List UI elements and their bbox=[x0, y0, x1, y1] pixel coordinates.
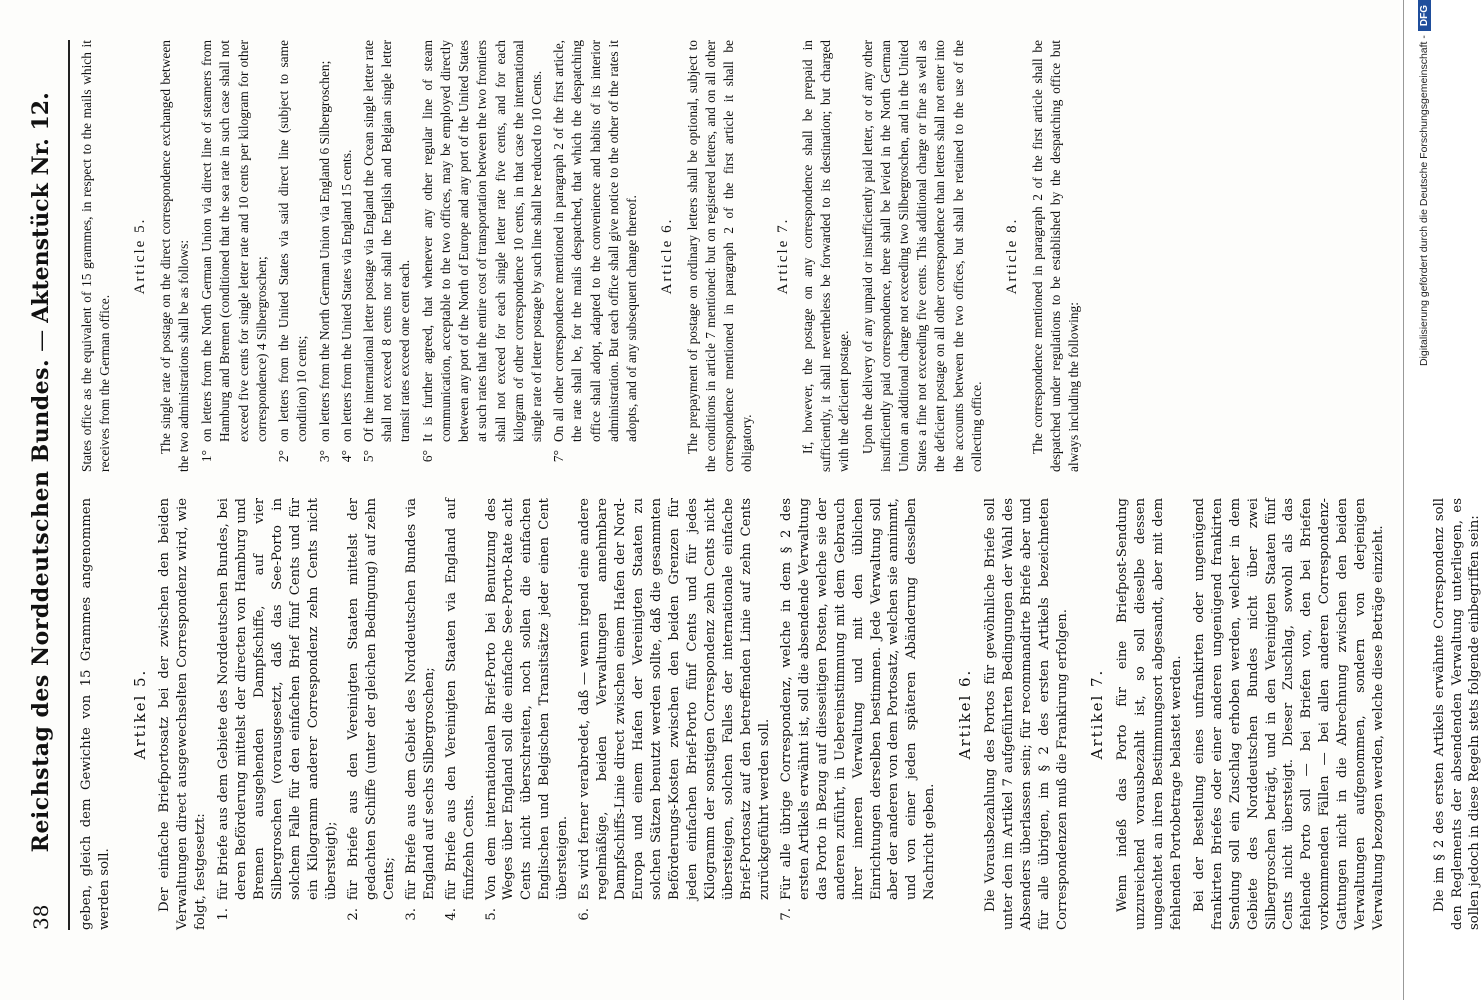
english-column bbox=[78, 40, 1388, 472]
german-article-5-item bbox=[215, 498, 341, 930]
german-article-5-item bbox=[443, 498, 479, 930]
german-article-5-item bbox=[403, 498, 439, 930]
english-article-7-heading: Article 7. bbox=[774, 217, 791, 295]
german-article-5-item bbox=[345, 498, 399, 930]
english-article-5-item bbox=[338, 40, 356, 472]
page-header bbox=[28, 40, 70, 930]
item-text: für Briefe aus dem Gebiete des Norddeutschen Bundes, bei deren Beförderung mittelst der directen von Hamburg und Bremen ausgehenden Dampfschiffe, auf vier Silbergroschen (vorausgesetzt, daß das See-Porto in solchem Falle für den einfachen Brief fünf Cents und für ein Kilogramm anderer Correspondenz zehn Cents nicht übersteigt); bbox=[216, 498, 339, 900]
page-title: Reichstag des Norddeutschen Bundes. bbox=[28, 358, 54, 853]
german-article-5-item bbox=[483, 498, 573, 930]
issue-number: Aktenstück Nr. 12. bbox=[28, 92, 54, 323]
german-article-6-text: Die Vorausbezahlung des Portos für gewöhnliche Briefe soll unter den im Artikel 7 aufgeführten Bedingungen der Wahl des Absenders überlassen sein; für recommandirte Briefe aber und für alle übrigen, im § 2 des ersten Artikels bezeichneten Correspondenzen muß die Frankirung erfolgen. bbox=[982, 498, 1070, 930]
page-number: 38 bbox=[29, 904, 53, 930]
english-article-5-lead: The single rate of postage on the direct correspondence exchanged between the two administrations shall be as follows: bbox=[157, 40, 192, 472]
german-article-5-lead: Der einfache Briefportosatz bei der zwischen den beiden Verwaltungen direct ausgewechselten Correspondenz wird, wie folgt, festgesetzt: bbox=[157, 498, 209, 930]
english-article-5-item bbox=[360, 40, 415, 472]
scan-edge-divider bbox=[1403, 0, 1404, 1000]
item-text: On all other correspondence mentioned in paragraph 2 of the first article, the rate shall be, for the mails despatched, that which the despatching office shall adopt, adapted to the convenience and habits of its interior administration. But each office shall give notice to the other of the rates it adopts, and of any subsequent change thereof. bbox=[551, 40, 640, 442]
dfg-logo-icon[interactable]: DFG bbox=[1418, 0, 1431, 31]
item-number: 1. bbox=[216, 908, 232, 921]
english-article-6-text: The prepayment of postage on ordinary letters shall be optional, subject to the conditions in article 7 mentioned: but on registered letters, and on all other correspondence mentioned in paragraph 2 of the first article it shall be obligatory. bbox=[684, 40, 755, 472]
item-text: on letters from the North German Union via England 6 Silbergroschen; bbox=[316, 60, 332, 442]
item-number: 3° bbox=[316, 450, 332, 463]
german-article-6-heading: Artikel 6. bbox=[956, 668, 975, 760]
item-text: für Briefe aus den Vereinigten Staaten via England auf fünfzehn Cents. bbox=[443, 498, 477, 900]
item-number: 6° bbox=[419, 450, 435, 463]
english-article-5-item bbox=[550, 40, 641, 472]
item-number: 5. bbox=[483, 908, 499, 921]
item-text: für Briefe aus den Vereinigten Staaten mittelst der gedachten Schiffe (unter der gleichen Bedingung) auf zehn Cents; bbox=[345, 498, 397, 900]
german-article-8-text: Die im § 2 des ersten Artikels erwähnte Correspondenz soll den Reglements der absendenden Verwaltung unterliegen, es sollen jedoch in diese Regeln stets folgende einbegriffen sein: bbox=[1431, 498, 1483, 930]
english-article-8-text: The correspondence mentioned in paragraph 2 of the first article shall be despatched under regulations to be established by the despatching office but always including the following: bbox=[1029, 40, 1081, 472]
item-text: on letters from the North German Union via direct line of steamers from Hamburg and Bremen (conditioned that the sea rate in such case shall not exceed five cents for single letter rate and 10 cents per kilogram for other correspondence) 4 Silbergroschen; bbox=[199, 40, 269, 442]
item-number: 6. bbox=[577, 908, 593, 921]
item-number: 4. bbox=[443, 908, 459, 921]
item-number: 1° bbox=[199, 450, 215, 463]
digitization-footer bbox=[1406, 0, 1432, 1000]
english-article-5-item bbox=[419, 40, 547, 472]
item-number: 3. bbox=[403, 908, 419, 921]
item-number: 7. bbox=[778, 908, 794, 921]
header-dash: — bbox=[29, 329, 54, 352]
german-article-7-para-1: Wenn indeß das Porto für eine Briefpost-Sendung unzureichend vorausbezahlt ist, so soll dieselbe dessen ungeachtet an ihren Bestimmungsort abgesandt, aber mit dem fehlenden Portobetrage belastet werden. bbox=[1114, 498, 1184, 930]
english-article-8-heading: Article 8. bbox=[1004, 217, 1021, 295]
german-article-5-item bbox=[778, 498, 940, 930]
german-article-5-heading: Artikel 5. bbox=[130, 668, 149, 760]
item-text: on letters from the United States via said direct line (subject to same condition) 10 cents; bbox=[276, 40, 310, 442]
german-article-5-item bbox=[576, 498, 773, 930]
item-text: It is further agreed, that whenever any other regular line of steam communication, acceptable to the two offices, may be employed directly between any port of the North of Europe and any port of the United States at such rates that the entire cost of transportation between the two frontiers shall not exceed for each single letter rate five cents, and for each kilogram of other correspondence 10 cents, in that case the international single rate of letter postage by such line shall be reduced to 10 Cents. bbox=[419, 40, 544, 442]
item-text: Of the international letter postage via England the Ocean single letter rate shall not exceed 8 cents nor shall the English and Belgian single letter transit rates exceed one cent each. bbox=[361, 40, 413, 442]
item-text: Von dem internationalen Brief-Porto bei Benutzung des Weges über England soll die einfache See-Porto-Rate acht Cents nicht überschreiten, noch sollen die einfachen Englischen und Belgischen Transitsätze jeder einen Cent übersteigen. bbox=[483, 498, 571, 900]
english-article-6-heading: Article 6. bbox=[659, 217, 676, 295]
english-article-5-item bbox=[198, 40, 271, 472]
english-article-7-para-2: Upon the delivery of any unpaid or insufficiently paid letter, or of any other insufficiently paid correspondence, there shall be levied in the North German Union an additional charge not exceeding two Silbergroschen, and in the United States a fine not exceeding five cents. This additional charge or fine as well as the deficient postage on all other correspondence than letters shall not enter into the accounts between the two offices, but shall be retained to the use of the collecting office. bbox=[859, 40, 984, 472]
item-text: on letters from the United States via England 15 cents. bbox=[338, 149, 354, 442]
header-title-group bbox=[28, 92, 54, 852]
english-article-5-item bbox=[275, 40, 311, 472]
item-number: 4° bbox=[338, 450, 354, 463]
digitization-credit: Digitalisierung gefördert durch die Deutsche Forschungsgemeinschaft - bbox=[1418, 35, 1430, 367]
english-article-5-item bbox=[316, 40, 334, 472]
german-intro: geben, gleich dem Gewichte von 15 Grammes angenommen werden soll. bbox=[79, 498, 112, 930]
item-number: 7° bbox=[551, 450, 567, 463]
item-text: Für alle übrige Correspondenz, welche in dem § 2 des ersten Artikels erwähnt ist, soll die absendende Verwaltung das Porto in Bezug auf diesseitigen Posten, welche sie der anderen zuführt, in Uebereinstimmung mit dem Gebrauch ihrer inneren Verwaltung und mit den üblichen Einrichtungen derselben bestimmen. Jede Verwaltung soll aber der anderen von dem Portosatz, welchen sie annimmt, und von einer jeden späteren Abänderung desselben Nachricht geben. bbox=[778, 498, 938, 900]
english-intro: States office as the equivalent of 15 grammes, in respect to the mails which it receives from the German office. bbox=[79, 40, 113, 472]
german-column bbox=[78, 498, 1483, 930]
english-article-7-para-1: If, however, the postage on any correspondence shall be prepaid in sufficiently, it shall nevertheless be forwarded to its destination; but charged with the deficient postage. bbox=[799, 40, 852, 472]
item-number: 5° bbox=[361, 450, 377, 463]
item-number: 2. bbox=[345, 908, 361, 921]
german-article-7-para-2: Bei der Bestellung eines unfrankirten oder ungenügend frankirten Briefes oder einer anderen ungenügend frankirten Sendung soll ein Zuschlag erhoben werden, welcher in dem Gebiete des Norddeutschen Bundes nicht über zwei Silbergroschen beträgt, und in den Vereinigten Staaten fünf Cents nicht übersteigt. Dieser Zuschlag, sowohl als das fehlende Porto soll — bei Briefen von, den bei Briefen vorkommenden Fällen — bei allen anderen Correspondenz-Gattungen nicht in die Abrechnung zwischen den beiden Verwaltungen aufgenommen, sondern von derjenigen Verwaltung bezogen werden, welche diese Beträge einzieht. bbox=[1191, 498, 1387, 930]
item-text: Es wird ferner verabredet, daß — wenn irgend eine andere regelmäßige, beiden Verwaltungen annehmbare Dampfschiffs-Linie direct zwischen einem Hafen der Nord-Europa und einem Hafen der Vereinigten Staaten zu solchen Sätzen benutzt werden sollte, daß die gesammten Beförderungs-Kosten zwischen den beiden Grenzen für jeden einfachen Brief-Porto fünf Cents und für jedes Kilogramm der sonstigen Correspondenz zehn Cents nicht übersteigen, solchen Falles der internationale einfache Brief-Portosatz auf den betreffenden Linie auf zehn Cents zurückgeführt werden soll. bbox=[577, 498, 772, 900]
german-article-7-heading: Artikel 7. bbox=[1088, 668, 1107, 760]
item-number: 2° bbox=[276, 450, 292, 463]
footer-text-row bbox=[1411, 0, 1437, 990]
english-article-5-heading: Article 5. bbox=[132, 217, 149, 295]
item-text: für Briefe aus dem Gebiet des Norddeutschen Bundes via England auf sechs Silbergroschen; bbox=[403, 498, 437, 900]
